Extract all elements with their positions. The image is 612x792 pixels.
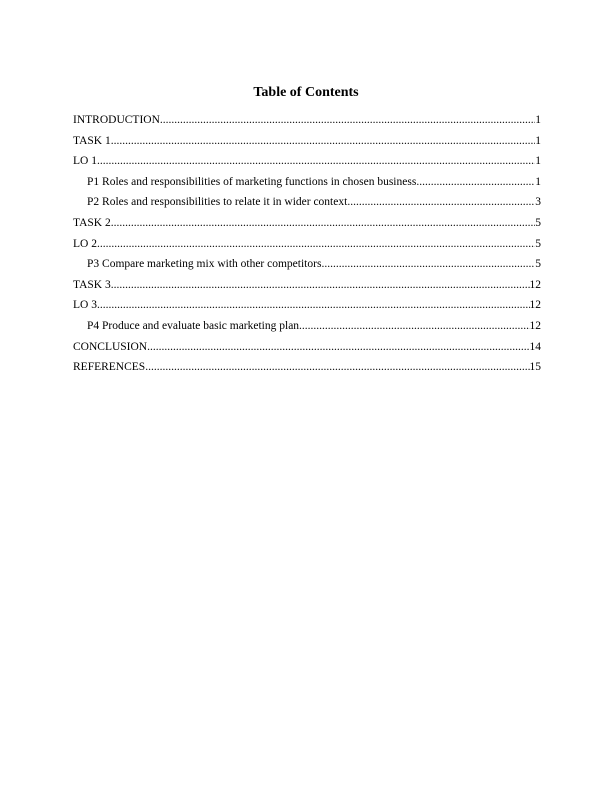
toc-dot-leader — [147, 340, 529, 354]
toc-entry-page-number: 12 — [529, 319, 541, 332]
toc-entry[interactable] — [73, 278, 541, 299]
toc-dot-leader — [111, 134, 536, 148]
toc-entry-page-number: 5 — [535, 237, 541, 250]
toc-entry[interactable] — [73, 237, 541, 258]
toc-entry-label: TASK 3 — [73, 278, 111, 291]
toc-entry[interactable] — [73, 298, 541, 319]
toc-entry-label: LO 1 — [73, 155, 97, 168]
toc-dot-leader — [416, 175, 535, 189]
toc-entry[interactable] — [73, 319, 541, 340]
toc-entry-label: P2 Roles and responsibilities to relate it in wider context — [87, 196, 348, 209]
toc-dot-leader — [97, 298, 530, 312]
toc-entry-page-number: 1 — [535, 114, 541, 126]
toc-dot-leader — [145, 360, 529, 374]
toc-entry[interactable] — [73, 360, 541, 381]
toc-dot-leader — [160, 113, 535, 127]
toc-entry[interactable] — [73, 216, 541, 237]
toc-dot-leader — [97, 237, 535, 251]
toc-entry-label: P4 Produce and evaluate basic marketing plan — [87, 319, 300, 332]
toc-entry[interactable] — [73, 195, 541, 216]
toc-entry[interactable] — [73, 154, 541, 175]
toc-dot-leader — [321, 257, 535, 271]
toc-entry-page-number: 12 — [529, 278, 541, 291]
toc-entry-label: P3 Compare marketing mix with other competitors — [87, 258, 322, 271]
toc-title: Table of Contents — [253, 85, 359, 100]
toc-entry-label: P1 Roles and responsibilities of marketing functions in chosen business — [87, 175, 417, 188]
toc-entry-label: REFERENCES — [73, 361, 146, 374]
toc-entry[interactable] — [73, 113, 541, 134]
toc-dot-leader — [111, 278, 530, 292]
toc-entry-page-number: 5 — [535, 258, 541, 271]
toc-entry-page-number: 3 — [535, 196, 541, 209]
toc-entry-label: LO 2 — [73, 237, 97, 250]
toc-entry[interactable] — [73, 340, 541, 361]
toc-entry-page-number: 14 — [529, 340, 541, 353]
toc-entry-label: CONCLUSION — [73, 340, 148, 353]
toc-entry-page-number: 1 — [535, 175, 541, 188]
toc-entry-page-number: 12 — [529, 299, 541, 312]
toc-dot-leader — [97, 154, 535, 168]
toc-entry-page-number: 15 — [529, 361, 541, 374]
toc-entry-label: LO 3 — [73, 299, 97, 312]
toc-dot-leader — [299, 319, 529, 333]
toc-entry[interactable] — [73, 134, 541, 155]
toc-dot-leader — [347, 195, 535, 209]
toc-entry[interactable] — [73, 175, 541, 196]
toc-list — [73, 113, 541, 381]
toc-entry-page-number: 1 — [535, 134, 541, 147]
toc-entry[interactable] — [73, 257, 541, 278]
toc-entry-label: INTRODUCTION — [73, 114, 160, 126]
toc-entry-label: TASK 2 — [73, 216, 111, 229]
toc-entry-page-number: 5 — [535, 216, 541, 229]
toc-entry-label: TASK 1 — [73, 134, 111, 147]
toc-dot-leader — [111, 216, 536, 230]
toc-entry-page-number: 1 — [535, 155, 541, 168]
